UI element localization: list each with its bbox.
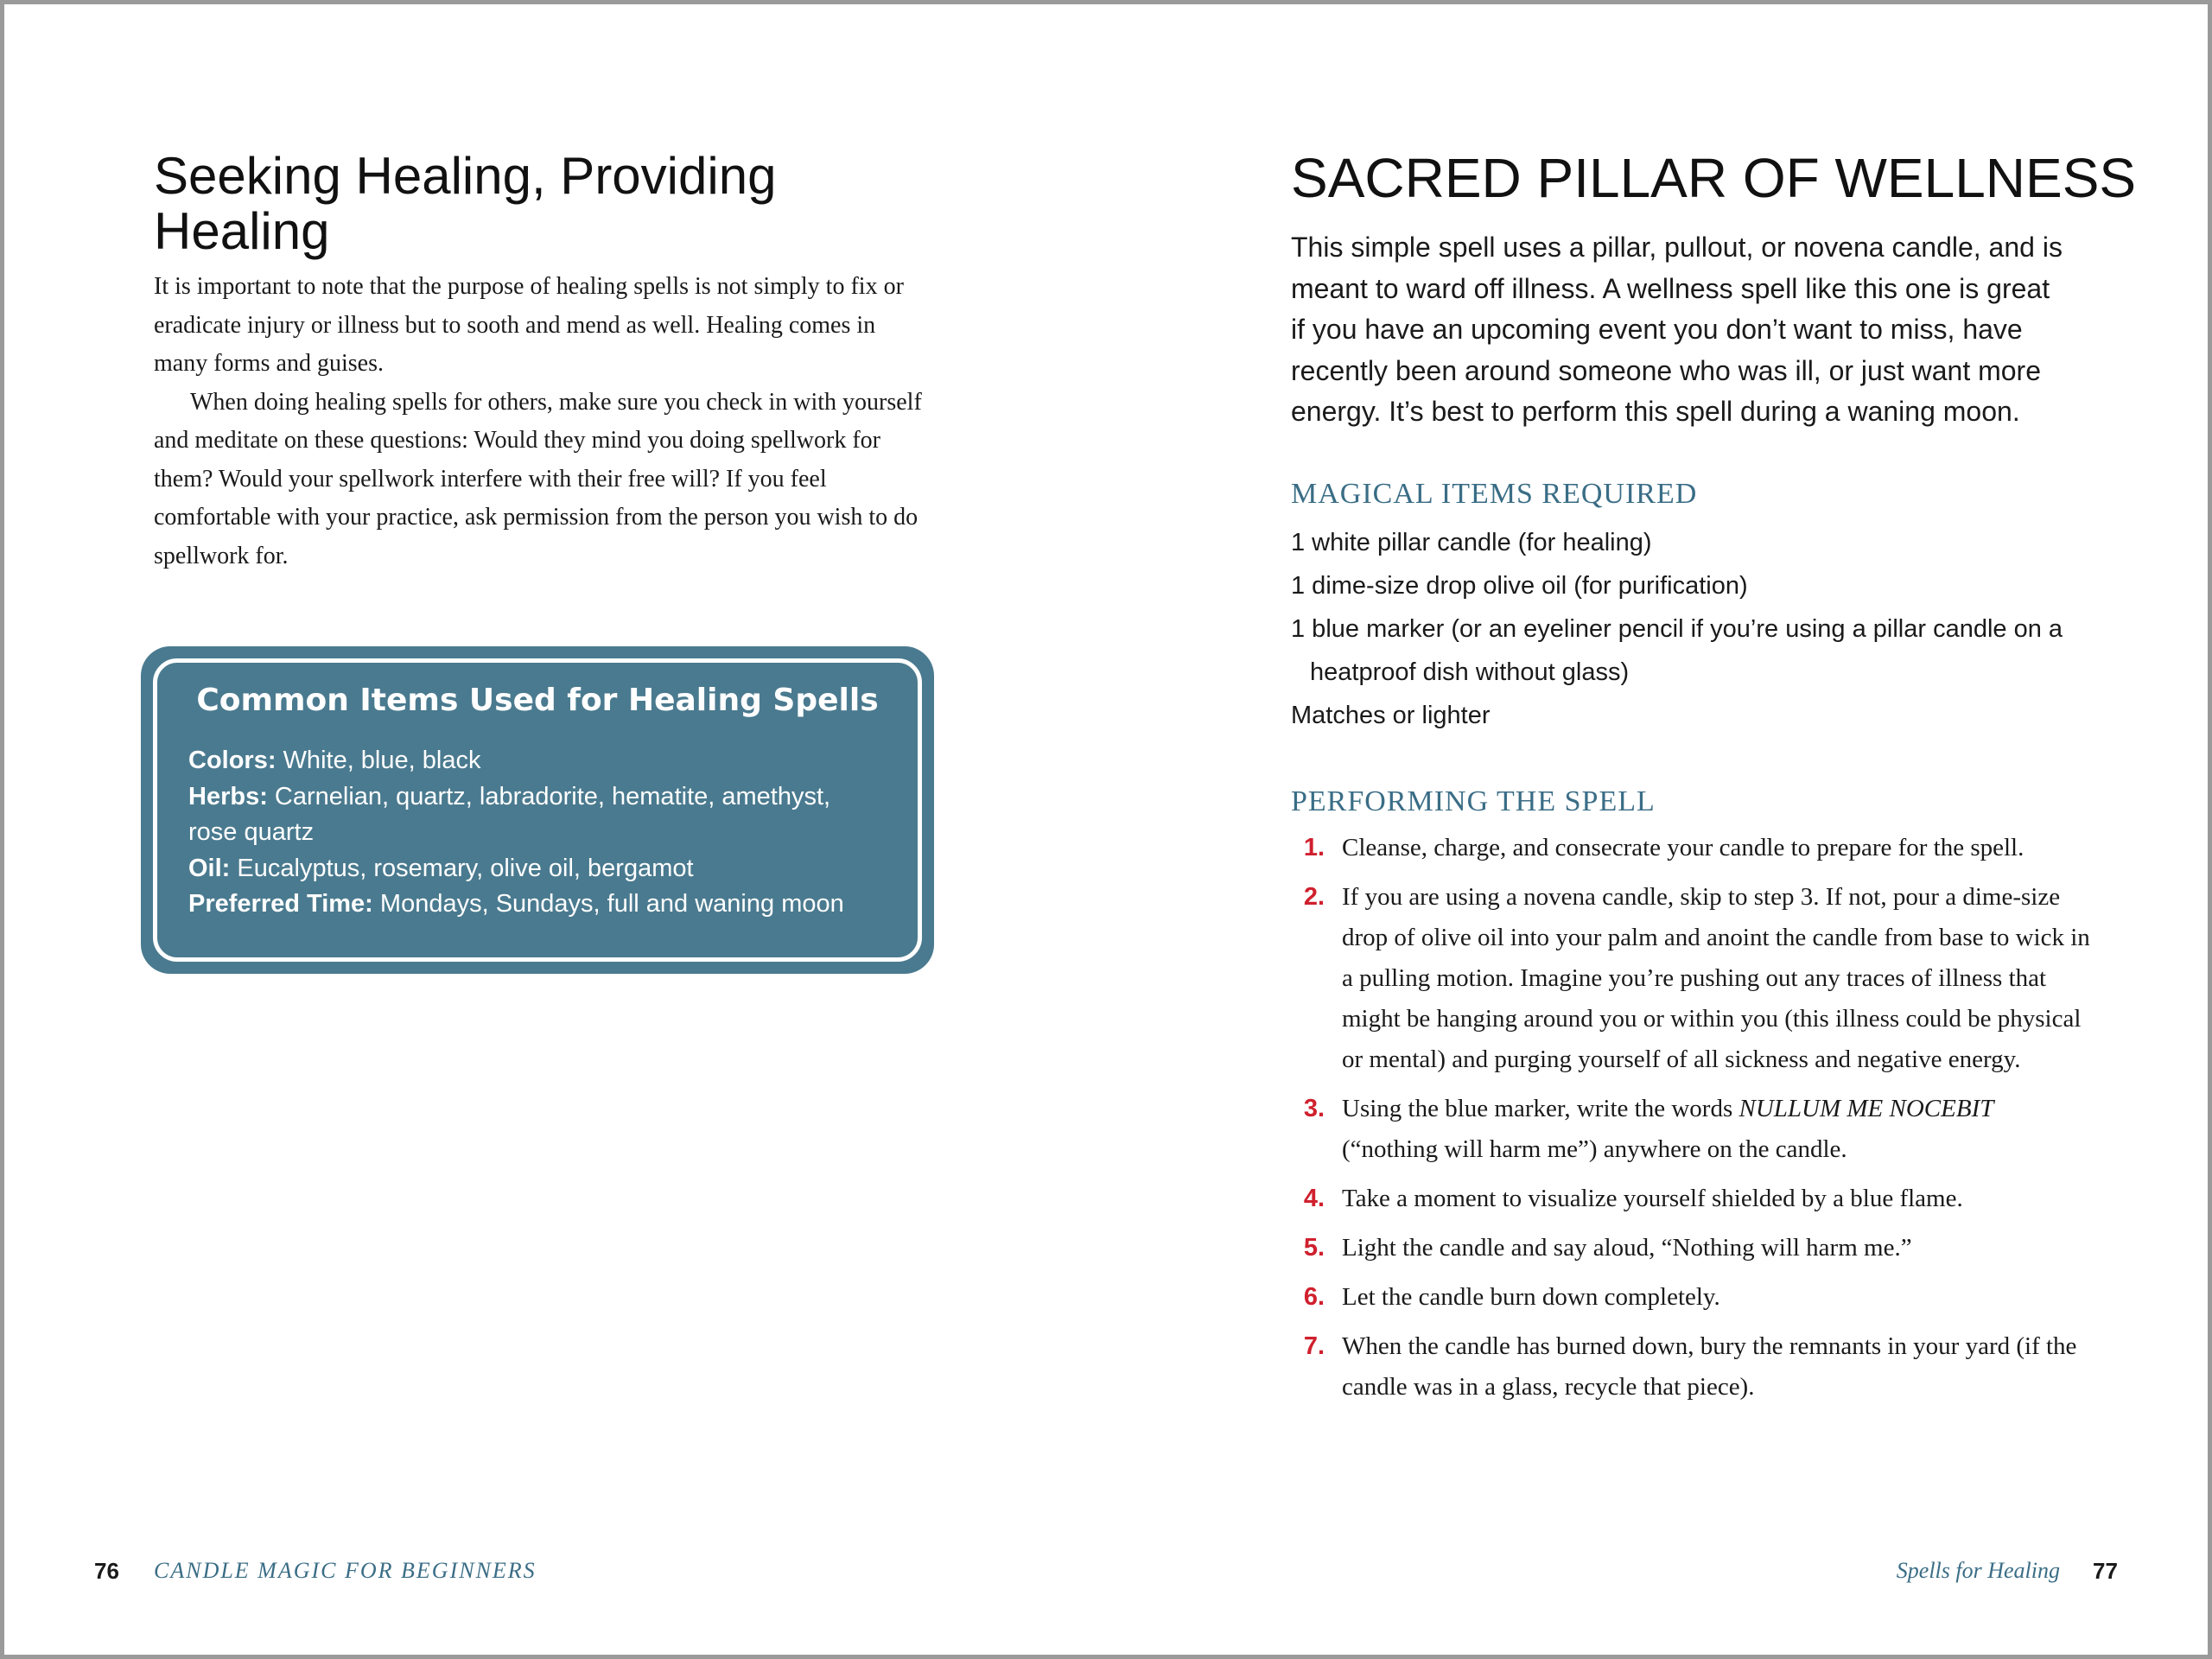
step-text — [1342, 1089, 2094, 1170]
step-text-post: (“nothing will harm me”) anywhere on the candle. — [1342, 1135, 1847, 1163]
step-item — [1291, 877, 2094, 1080]
sidebar-row — [188, 887, 880, 923]
sidebar-list — [188, 743, 880, 923]
step-text: Take a moment to visualize yourself shielded by a blue flame. — [1342, 1185, 1963, 1212]
left-page-body — [154, 268, 931, 575]
list-item: Matches or lighter — [1291, 702, 1491, 729]
step-item — [1291, 1277, 2094, 1318]
step-number: 4. — [1303, 1185, 1325, 1212]
step-text: Light the candle and say aloud, “Nothing will harm me.” — [1342, 1234, 1912, 1262]
step-text-emphasis: NULLUM ME NOCEBIT — [1738, 1095, 1994, 1122]
step-item — [1291, 1179, 2094, 1219]
step-text: When the candle has burned down, bury the remnants in your yard (if the candle was in a glass, recycle that piece). — [1342, 1332, 2077, 1401]
row-value: Mondays, Sundays, full and waning moon — [379, 890, 844, 918]
list-item: 1 dime-size drop olive oil (for purification) — [1291, 572, 1748, 600]
spell-intro: This simple spell uses a pillar, pullout, or novena candle, and is meant to ward off illness. A wellness spell like this one is great if you have an upcoming event you don’t want to miss, have recently been around someone who was ill, or just want more energy. It’s best to perform this spell during a waning moon. — [1291, 232, 2063, 427]
left-page-title: Seeking Healing, Providing Healing — [154, 147, 777, 260]
row-value: Eucalyptus, rosemary, olive oil, bergamot — [237, 854, 694, 882]
paragraph: It is important to note that the purpose of healing spells is not simply to fix or eradicate injury or illness but to sooth and mend as well. Healing comes in many forms and guises. — [154, 273, 904, 377]
sidebar-row — [188, 851, 880, 887]
step-item — [1291, 1326, 2094, 1408]
row-label: Oil: — [188, 854, 231, 882]
step-number: 2. — [1303, 883, 1325, 911]
step-text: Let the candle burn down completely. — [1342, 1283, 1720, 1311]
row-label: Preferred Time: — [188, 890, 373, 918]
right-running-title: Spells for Healing — [1896, 1558, 2060, 1583]
sidebar-row — [188, 743, 880, 779]
step-number: 7. — [1303, 1332, 1325, 1360]
paragraph: When doing healing spells for others, make sure you check in with yourself and meditate on these questions: Would they mind you doing spellwork for them? Would your spellwork interfere with their free will? If you feel comfortable with your practice, ask permission from the person you wish to do spellwork for. — [154, 388, 922, 569]
healing-items-sidebar — [141, 646, 934, 974]
row-value: White, blue, black — [283, 747, 481, 774]
right-page-title: SACRED PILLAR OF WELLNESS — [1291, 147, 2137, 209]
row-label: Colors: — [188, 747, 276, 774]
list-item: 1 blue marker (or an eyeliner pencil if you’re using a pillar candle on a heatproof dish without glass) — [1291, 615, 2063, 686]
steps-heading: PERFORMING THE SPELL — [1291, 785, 1656, 817]
step-text: If you are using a novena candle, skip to step 3. If not, pour a dime-size drop of olive oil into your palm and anoint the candle from base to wick in a pulling motion. Imagine you’re pushing out any traces of illness that might be hanging around you or within you (this illness could be physical or mental) and purging yourself of all sickness and negative energy. — [1342, 883, 2090, 1073]
step-text: Cleanse, charge, and consecrate your candle to prepare for the spell. — [1342, 834, 2024, 861]
left-running-title: CANDLE MAGIC FOR BEGINNERS — [154, 1558, 537, 1583]
step-item — [1291, 828, 2094, 868]
step-text-pre: Using the blue marker, write the words — [1342, 1095, 1739, 1122]
left-page-number: 76 — [94, 1558, 119, 1584]
items-list — [1291, 521, 2086, 737]
steps-list — [1291, 828, 2094, 1416]
step-item — [1291, 1089, 2094, 1170]
row-label: Herbs: — [188, 782, 268, 810]
step-number: 1. — [1303, 834, 1325, 861]
list-item: 1 white pillar candle (for healing) — [1291, 529, 1652, 556]
step-number: 3. — [1303, 1095, 1325, 1122]
step-item — [1291, 1228, 2094, 1268]
step-number: 6. — [1303, 1283, 1325, 1311]
right-page-number: 77 — [2093, 1558, 2118, 1584]
step-number: 5. — [1303, 1234, 1325, 1262]
items-heading: MAGICAL ITEMS REQUIRED — [1291, 478, 1698, 510]
row-value: Carnelian, quartz, labradorite, hematite, amethyst, rose quartz — [188, 782, 831, 846]
sidebar-title: Common Items Used for Healing Spells — [196, 683, 879, 718]
sidebar-row — [188, 779, 880, 851]
